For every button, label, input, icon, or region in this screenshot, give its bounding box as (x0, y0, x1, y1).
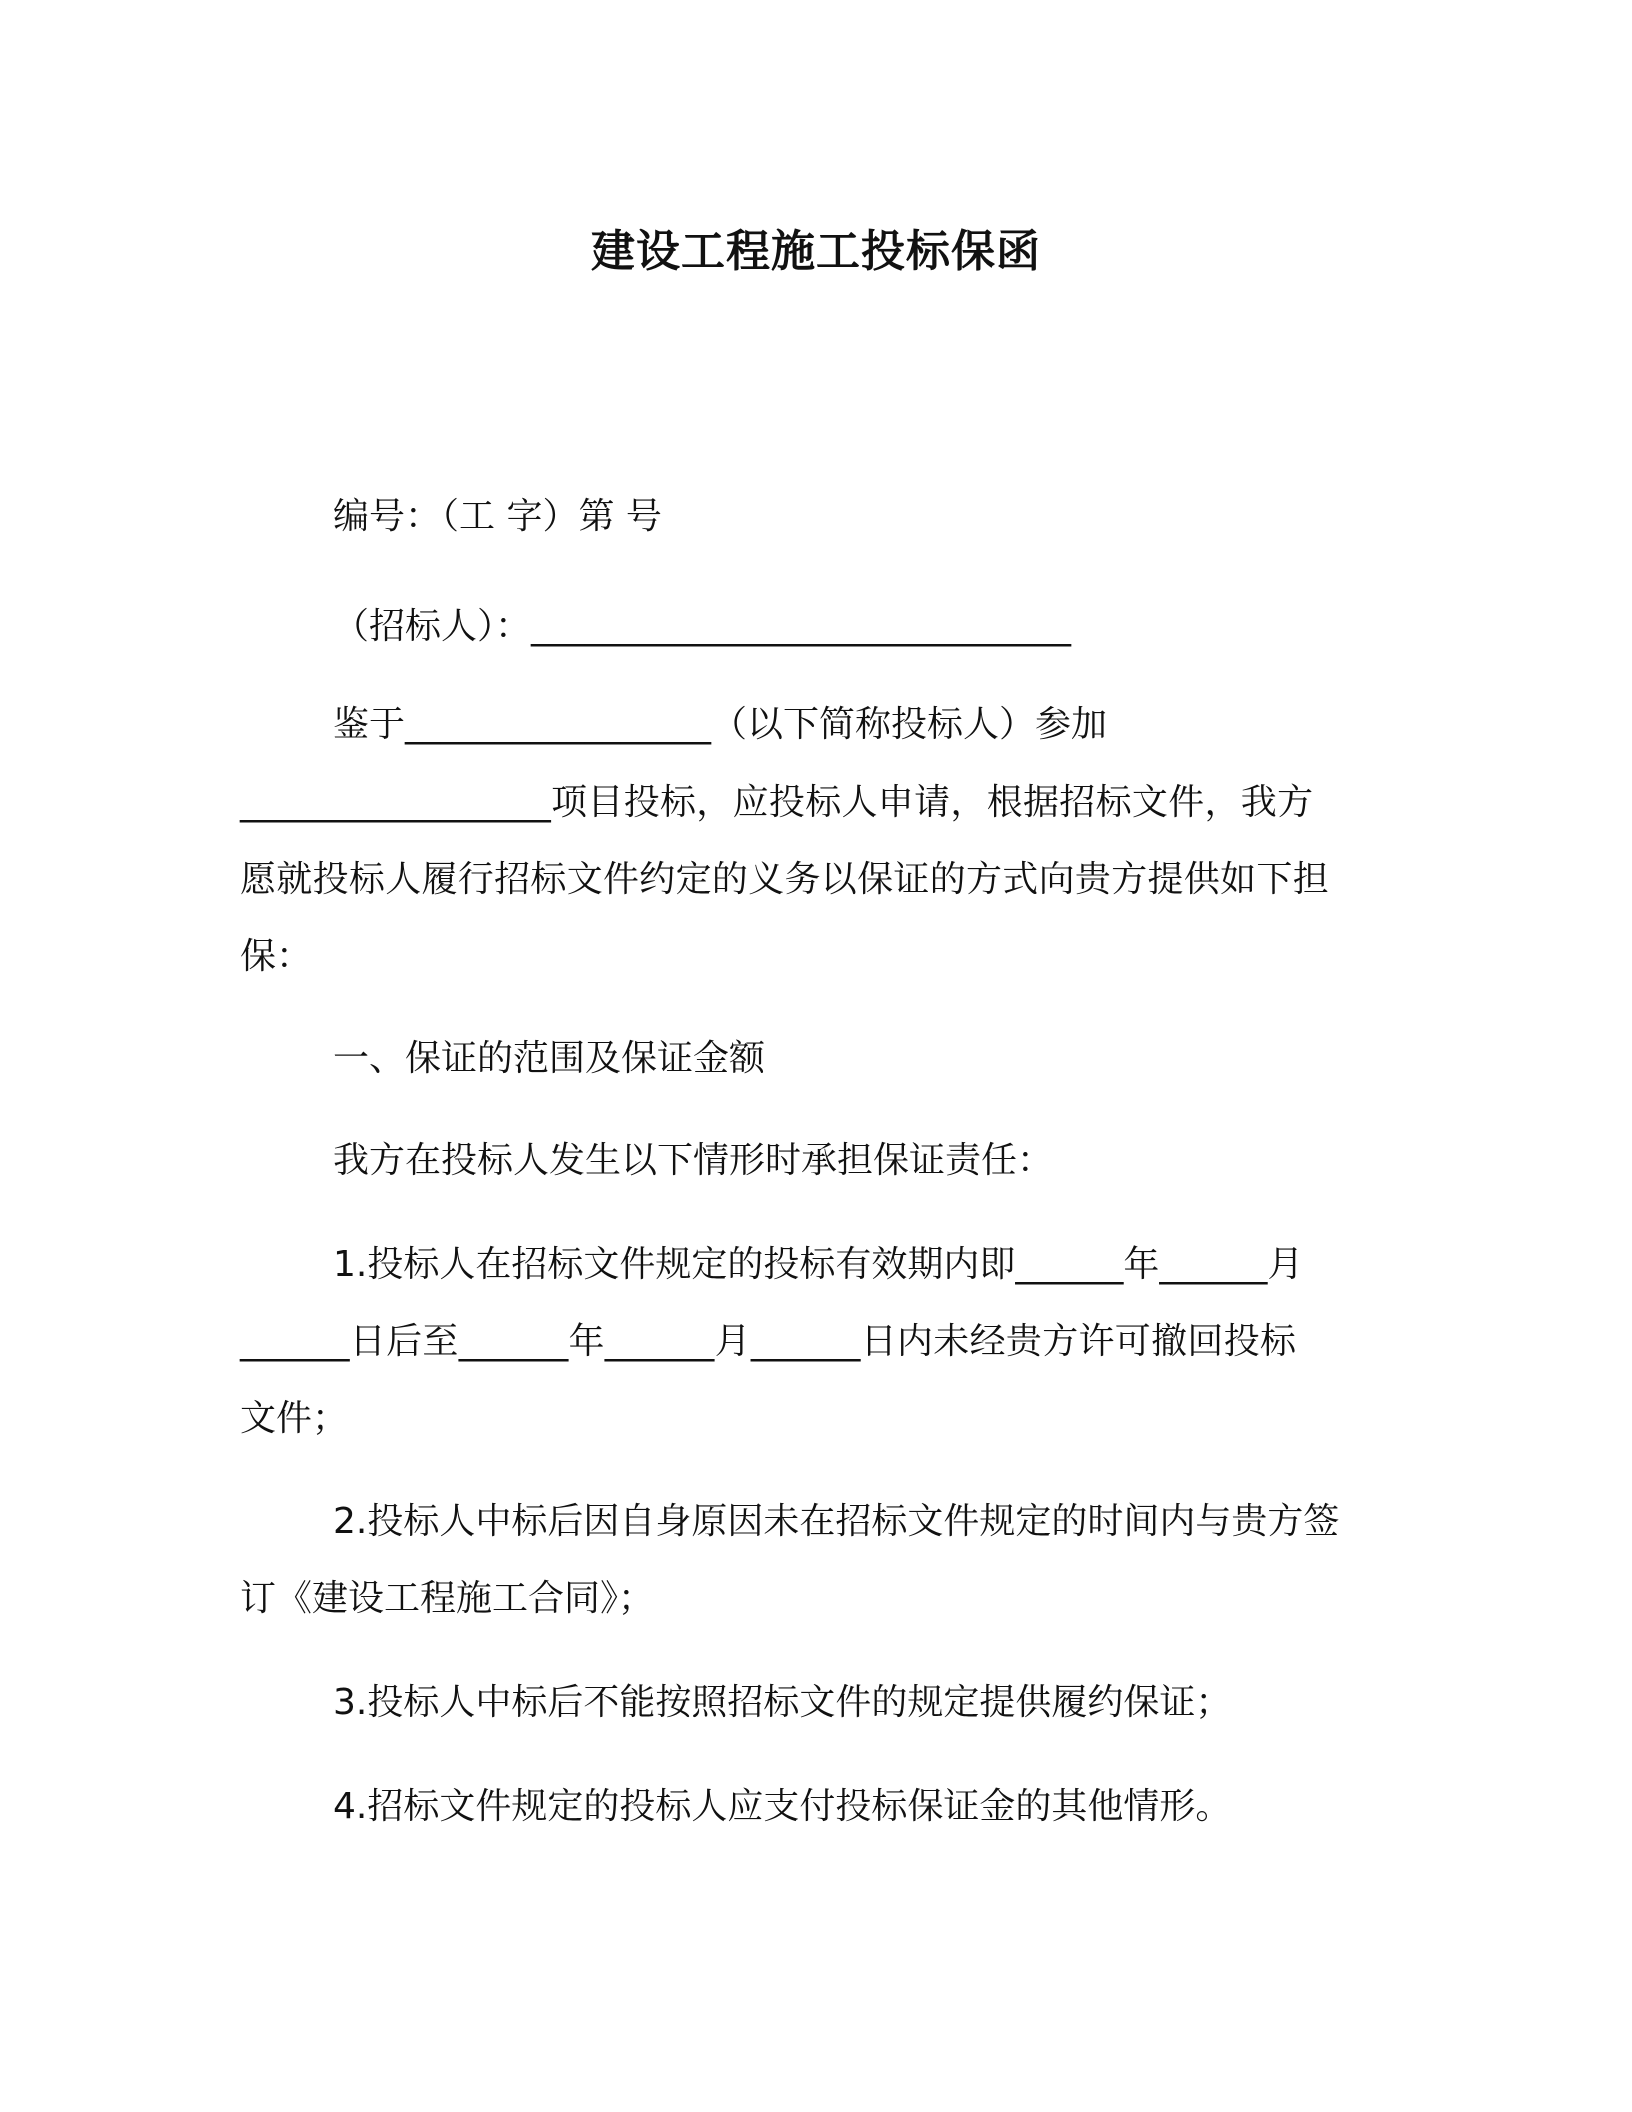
item1-line3: 文件； (240, 1398, 349, 1439)
item4: 4.招标文件规定的投标人应支付投标保证金的其他情形。 (333, 1786, 1232, 1827)
item3: 3.投标人中标后不能按照招标文件的规定提供履约保证； (333, 1682, 1232, 1723)
recipient-line: （招标人）：______________________________ (333, 606, 1072, 647)
item2-line1: 2.投标人中标后因自身原因未在招标文件规定的时间内与贵方签 (333, 1501, 1340, 1542)
item2-line2: 订《建设工程施工合同》； (240, 1578, 655, 1619)
para1-line3: 愿就投标人履行招标文件约定的义务以保证的方式向贵方提供如下担 (240, 859, 1330, 900)
para1-line2: _________________项目投标，应投标人申请，根据招标文件，我方 (240, 782, 1314, 823)
document-title: 建设工程施工投标保函 (591, 226, 1041, 277)
para1-line4: 保： (240, 936, 313, 977)
section1-intro: 我方在投标人发生以下情形时承担保证责任： (333, 1140, 1054, 1181)
serial-number-line: 编号：（工 字）第 号 (333, 496, 662, 537)
item1-line2: ______日后至______年______月______日内未经贵方许可撤回投标 (240, 1321, 1297, 1362)
para1-line1: 鉴于_________________（以下简称投标人）参加 (333, 704, 1108, 745)
item1-line1: 1.投标人在招标文件规定的投标有效期内即______年______月 (333, 1244, 1304, 1285)
section1-heading: 一、保证的范围及保证金额 (333, 1038, 766, 1079)
